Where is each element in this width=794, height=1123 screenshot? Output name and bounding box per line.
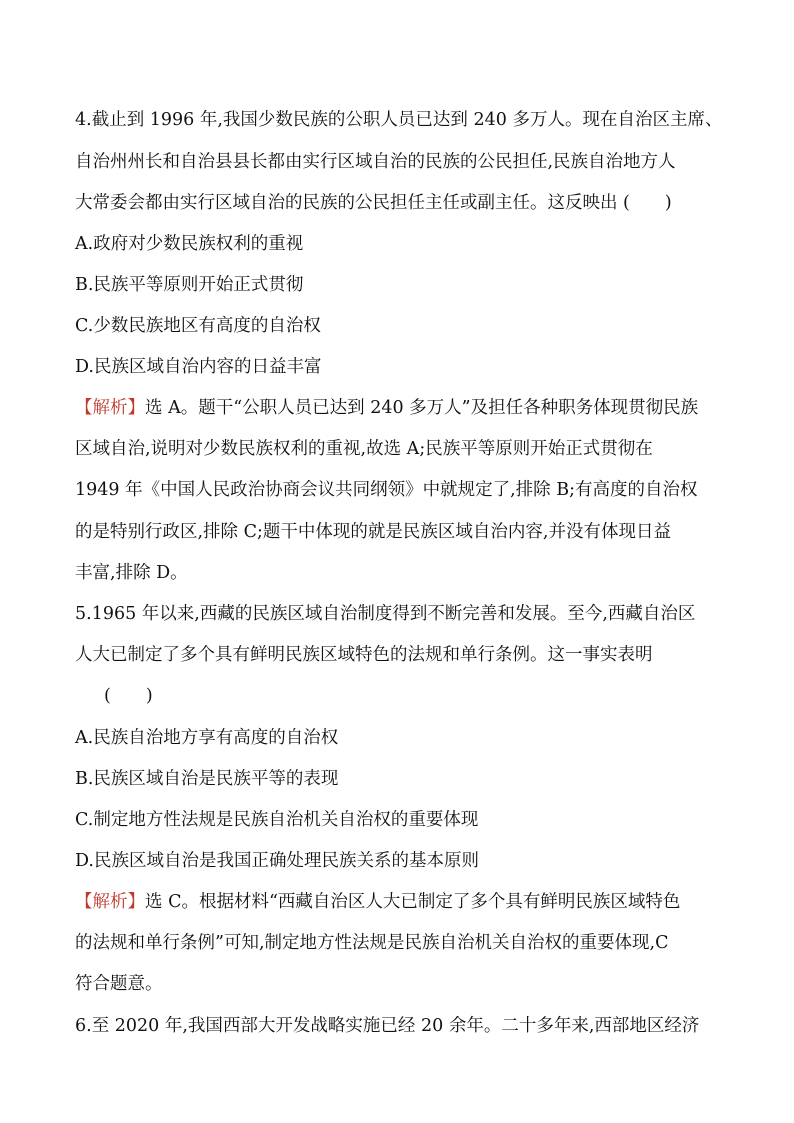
q4-option-b: B.民族平等原则开始正式贯彻 <box>75 275 304 295</box>
q5-option-a: A.民族自治地方享有高度的自治权 <box>75 728 339 748</box>
q5-analysis-tag: 【解析】 <box>75 892 145 912</box>
q5-stem-line-3: ( ) <box>104 686 153 706</box>
q4-analysis-text: 选 A。题干“公职人员已达到 240 多万人”及担任各种职务体现贯彻民族 <box>145 398 699 418</box>
q4-option-c: C.少数民族地区有高度的自治权 <box>75 316 321 336</box>
q4-option-d: D.民族区域自治内容的日益丰富 <box>75 357 322 377</box>
q4-analysis-tag: 【解析】 <box>75 398 145 418</box>
q5-stem-line-2: 人大已制定了多个具有鲜明民族区域特色的法规和单行条例。这一事实表明 <box>75 645 653 665</box>
q6-stem-line-1: 6.至 2020 年,我国西部大开发战略实施已经 20 余年。二十多年来,西部地区经济 <box>75 1016 700 1036</box>
q4-analysis-line-5: 丰富,排除 D。 <box>75 563 188 583</box>
q5-analysis-line-2: 的法规和单行条例”可知,制定地方性法规是民族自治机关自治权的重要体现,C <box>75 933 669 953</box>
q5-analysis-line-3: 符合题意。 <box>75 974 163 994</box>
q5-option-c: C.制定地方性法规是民族自治机关自治权的重要体现 <box>75 810 479 830</box>
q5-stem-line-1: 5.1965 年以来,西藏的民族区域自治制度得到不断完善和发展。至今,西藏自治区 <box>75 604 696 624</box>
q4-analysis-line-2: 区域自治,说明对少数民族权利的重视,故选 A;民族平等原则开始正式贯彻在 <box>75 439 653 459</box>
q5-analysis-line-1 <box>75 890 735 914</box>
q5-option-d: D.民族区域自治是我国正确处理民族关系的基本原则 <box>75 851 479 871</box>
q4-option-a: A.政府对少数民族权利的重视 <box>75 234 304 254</box>
q4-stem-line-2: 自治州州长和自治县县长都由实行区域自治的民族的公民担任,民族自治地方人 <box>75 152 676 172</box>
q4-analysis-line-4: 的是特别行政区,排除 C;题干中体现的就是民族区域自治内容,并没有体现日益 <box>75 522 671 542</box>
q4-stem-line-1: 4.截止到 1996 年,我国少数民族的公职人员已达到 240 多万人。现在自治区主席、 <box>75 110 723 130</box>
q5-option-b: B.民族区域自治是民族平等的表现 <box>75 769 339 789</box>
q4-analysis-line-1 <box>75 396 735 420</box>
q4-stem-line-3: 大常委会都由实行区域自治的民族的公民担任主任或副主任。这反映出 ( ) <box>75 193 672 213</box>
q4-analysis-line-3: 1949 年《中国人民政治协商会议共同纲领》中就规定了,排除 B;有高度的自治权 <box>75 480 698 500</box>
q5-analysis-text: 选 C。根据材料“西藏自治区人大已制定了多个具有鲜明民族区域特色 <box>145 892 681 912</box>
